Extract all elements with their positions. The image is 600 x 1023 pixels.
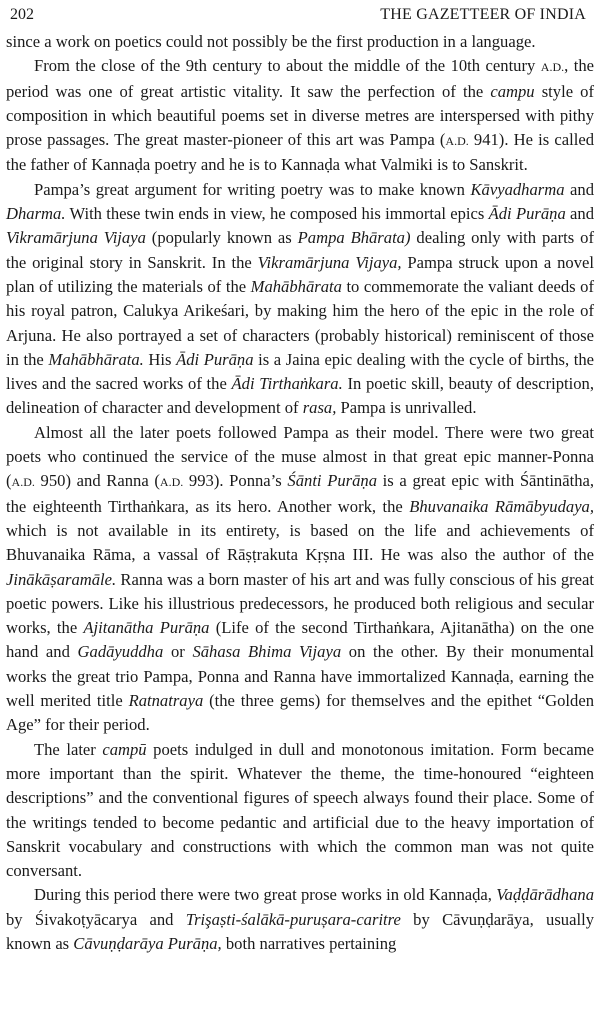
- italic-term: rasa,: [302, 398, 337, 418]
- paragraph: Pampa’s great argument for writing poetry was to make known Kāvyadharma and Dharma. With these twin ends in view, he composed his immortal epics Ādi Purāṇa and Vikramārjuna Vijaya (popularly known as Pampa Bhārata) dealing only with parts of the original story in Sanskrit. In the Vikramārjuna Vijaya, Pampa struck upon a novel plan of utilizing the materials of the Mahābhārata to commemorate the valiant deeds of his royal patron, Calukya Arikeśari, by making him the hero of the epic in the role of Arjuna. He also portrayed a set of characters (probably historical) reminiscent of those in the Mahābhārata. His Ādi Purāṇa is a Jaina epic dealing with the cycle of births, the lives and the sacred works of the Ādi Tirthaṅkara. In poetic skill, beauty of description, delineation of character and development of rasa, Pampa is unrivalled.: [6, 179, 594, 418]
- italic-term: Ādi Tirthaṅkara.: [231, 374, 343, 394]
- italic-term: Pampa Bhārata): [297, 228, 411, 248]
- era-abbreviation: A.D.: [11, 475, 35, 490]
- italic-term: Bhuvanaika Rāmābyudaya,: [409, 496, 595, 516]
- italic-term: campū: [102, 739, 147, 759]
- running-head: THE GAZETTEER OF INDIA: [380, 6, 586, 23]
- italic-term: Ratnatraya: [128, 691, 204, 711]
- italic-term: campu: [490, 81, 535, 101]
- italic-term: Vikramārjuna Vijaya,: [257, 252, 402, 272]
- era-abbreviation: A.D.: [445, 134, 469, 149]
- italic-term: Vikramārjuna Vijaya: [6, 228, 146, 248]
- italic-term: Mahābhārata: [250, 276, 342, 296]
- italic-term: Mahābhārata.: [48, 349, 144, 369]
- italic-term: Kāvyadharma: [470, 179, 565, 199]
- body-text: [6, 30, 594, 956]
- italic-term: Ajitanātha Purāṇa: [83, 618, 210, 638]
- page-header: [6, 0, 594, 30]
- italic-term: Jinākāṣaramāle.: [6, 569, 117, 589]
- italic-term: Ādi Purāṇa: [176, 349, 254, 369]
- italic-term: Vaḍḍārādhana: [496, 885, 594, 905]
- paragraph: From the close of the 9th century to about the middle of the 10th century A.D., the period was one of great artistic vitality. It saw the perfection of the campu style of composition in which beautiful poems set in diverse metres are interspersed with pithy prose passages. The great master-pioneer of this art was Pampa (A.D. 941). He is called the father of Kannaḍa poetry and he is to Kannaḍa what Valmiki is to Sanskrit.: [6, 56, 595, 175]
- italic-term: Gadāyuddha: [77, 642, 164, 662]
- italic-term: Sāhasa Bhima Vijaya: [192, 642, 342, 662]
- paragraph: During this period there were two great prose works in old Kannaḍa, Vaḍḍārādhana by Śivakoṭyācarya and Trişaṣti-śalākā-purușara-caritre by Cāvuṇḍarāya, usually known as Cāvuṇḍarāya Purāṇa, both narratives pertaining: [6, 885, 594, 953]
- era-abbreviation: A.D.: [540, 60, 565, 75]
- italic-term: Trişaṣti-śalākā-purușara-caritre: [185, 909, 401, 929]
- era-abbreviation: A.D.: [159, 475, 184, 490]
- italic-term: Cāvuṇḍarāya Purāṇa,: [73, 933, 222, 953]
- italic-term: Ādi Purāṇa: [488, 204, 566, 224]
- paragraph: since a work on poetics could not possibly be the first production in a language.: [6, 32, 536, 51]
- page-number: 202: [10, 6, 34, 23]
- paragraph: The later campū poets indulged in dull and monotonous imitation. Form became more important than the spirit. Whatever the theme, the time-honoured “eighteen descriptions” and the conventional figures of speech always found their place. Some of the writings tended to become pedantic and artificial due to the heavy importation of Sanskrit vocabulary and constructions with which the common man was not quite conversant.: [6, 739, 594, 881]
- paragraph: Almost all the later poets followed Pampa as their model. There were two great poets who continued the service of the muse almost in that great epic manner-Ponna (A.D. 950) and Ranna (A.D. 993). Ponna’s Śānti Purāṇa is a great epic with Śāntinātha, the eighteenth Tirthaṅkara, as its hero. Another work, the Bhuvanaika Rāmābyudaya, which is not available in its entirety, is based on the life and achievements of Bhuvanaika Rāma, a vassal of Rāṣṭrakuta Kṛṣna III. He was also the author of the Jinākāṣaramāle. Ranna was a born master of his art and was fully conscious of his great poetic powers. Like his illustrious predecessors, he produced both religious and secular works, the Ajitanātha Purāṇa (Life of the second Tirthaṅkara, Ajitanātha) on the one hand and Gadāyuddha or Sāhasa Bhima Vijaya on the other. By their monumental works the great trio Pampa, Ponna and Ranna have immortalized Kannaḍa, earning the well merited title Ratnatraya (the three gems) for themselves and the epithet “Golden Age” for their period.: [6, 422, 595, 735]
- italic-term: Śānti Purāṇa: [287, 471, 377, 491]
- italic-term: Dharma.: [6, 204, 66, 224]
